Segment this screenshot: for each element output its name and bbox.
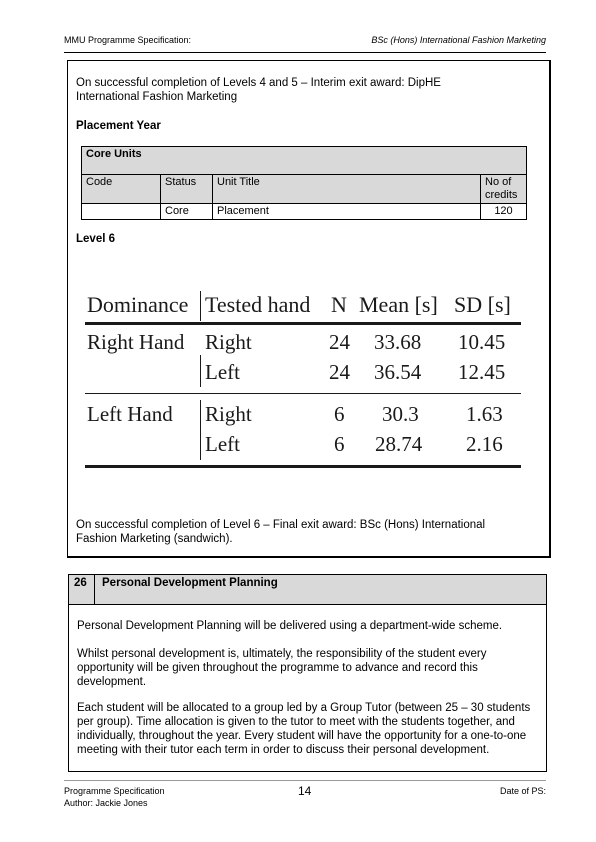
core-units-table	[81, 146, 527, 220]
footer-left-line1: Programme Specification	[64, 786, 165, 796]
row1-n: 24	[329, 330, 350, 354]
row1-hand: Right	[205, 330, 252, 354]
final-award-text: On successful completion of Level 6 – Final exit award: BSc (Hons) International Fashion Marketing (sandwich).	[76, 519, 486, 545]
row4-sd: 2.16	[466, 432, 503, 456]
row2-n: 24	[329, 360, 350, 384]
col-code: Code	[82, 175, 161, 204]
footer-date: Date of PS:	[499, 786, 546, 796]
cell-credits: 120	[481, 204, 527, 220]
hdr-dominance: Dominance	[87, 292, 189, 317]
cell-status: Core	[161, 204, 213, 220]
hdr-sd: SD [s]	[454, 292, 511, 317]
header-right: BSc (Hons) International Fashion Marketing	[371, 35, 546, 45]
row3-dominance: Left Hand	[87, 402, 173, 426]
row3-mean: 30.3	[382, 402, 419, 426]
row3-sd: 1.63	[466, 402, 503, 426]
rule-mid	[85, 393, 521, 394]
header-divider	[64, 52, 546, 53]
pdp-paragraph-1: Personal Development Planning will be delivered using a department-wide scheme.	[77, 620, 503, 632]
pdp-paragraph-2: Whilst personal development is, ultimately, the responsibility of the student every opportunity will be given throughout the programme to advance and record this development.	[77, 648, 487, 688]
section-26-header	[69, 575, 546, 605]
row3-n: 6	[334, 402, 345, 426]
hdr-n: N	[331, 292, 347, 317]
table-title: Core Units	[82, 147, 527, 175]
row1-dominance: Right Hand	[87, 330, 185, 354]
cell-code	[82, 204, 161, 220]
rule-top	[85, 322, 521, 325]
hdr-tested-hand: Tested hand	[205, 292, 311, 317]
hdr-mean: Mean [s]	[359, 292, 438, 317]
section-26-box	[68, 574, 547, 772]
placement-heading: Placement Year	[76, 120, 161, 132]
footer-author: Author: Jackie Jones	[64, 798, 148, 808]
interim-award-text: On successful completion of Levels 4 and 5 – Interim exit award: DipHE International Fashion Marketing	[76, 77, 441, 103]
row4-n: 6	[334, 432, 345, 456]
programme-structure-box	[67, 60, 551, 558]
page-number: 14	[298, 784, 312, 798]
row2-hand: Left	[205, 360, 240, 384]
row4-mean: 28.74	[375, 432, 423, 456]
footer-divider	[64, 780, 546, 781]
col-unit-title: Unit Title	[213, 175, 481, 204]
row1-sd: 10.45	[458, 330, 506, 354]
vsep-lefthand	[200, 400, 201, 460]
row4-hand: Left	[205, 432, 240, 456]
embedded-results-table-image	[81, 257, 528, 503]
row2-mean: 36.54	[374, 360, 422, 384]
level-6-heading: Level 6	[76, 233, 115, 245]
table-row	[82, 204, 527, 220]
col-status: Status	[161, 175, 213, 204]
rule-bottom	[85, 465, 521, 468]
row3-hand: Right	[205, 402, 252, 426]
header-left: MMU Programme Specification:	[64, 35, 192, 45]
pdp-paragraph-3: Each student will be allocated to a group led by a Group Tutor (between 25 – 30 students per group). Time allocation is given to the tutor to meet with the students together, and individually, throughout the year. Every student will have the opportunity for a one-to-one meeting with their tutor each term in order to discuss their personal development.	[77, 702, 531, 756]
row2-sd: 12.45	[458, 360, 506, 384]
section-title: Personal Development Planning	[102, 577, 278, 589]
vsep-row2	[200, 355, 201, 387]
row1-mean: 33.68	[374, 330, 422, 354]
cell-title: Placement	[213, 204, 481, 220]
col-credits: No of credits	[481, 175, 527, 204]
section-number: 26	[69, 575, 95, 605]
vsep-header	[200, 291, 201, 321]
